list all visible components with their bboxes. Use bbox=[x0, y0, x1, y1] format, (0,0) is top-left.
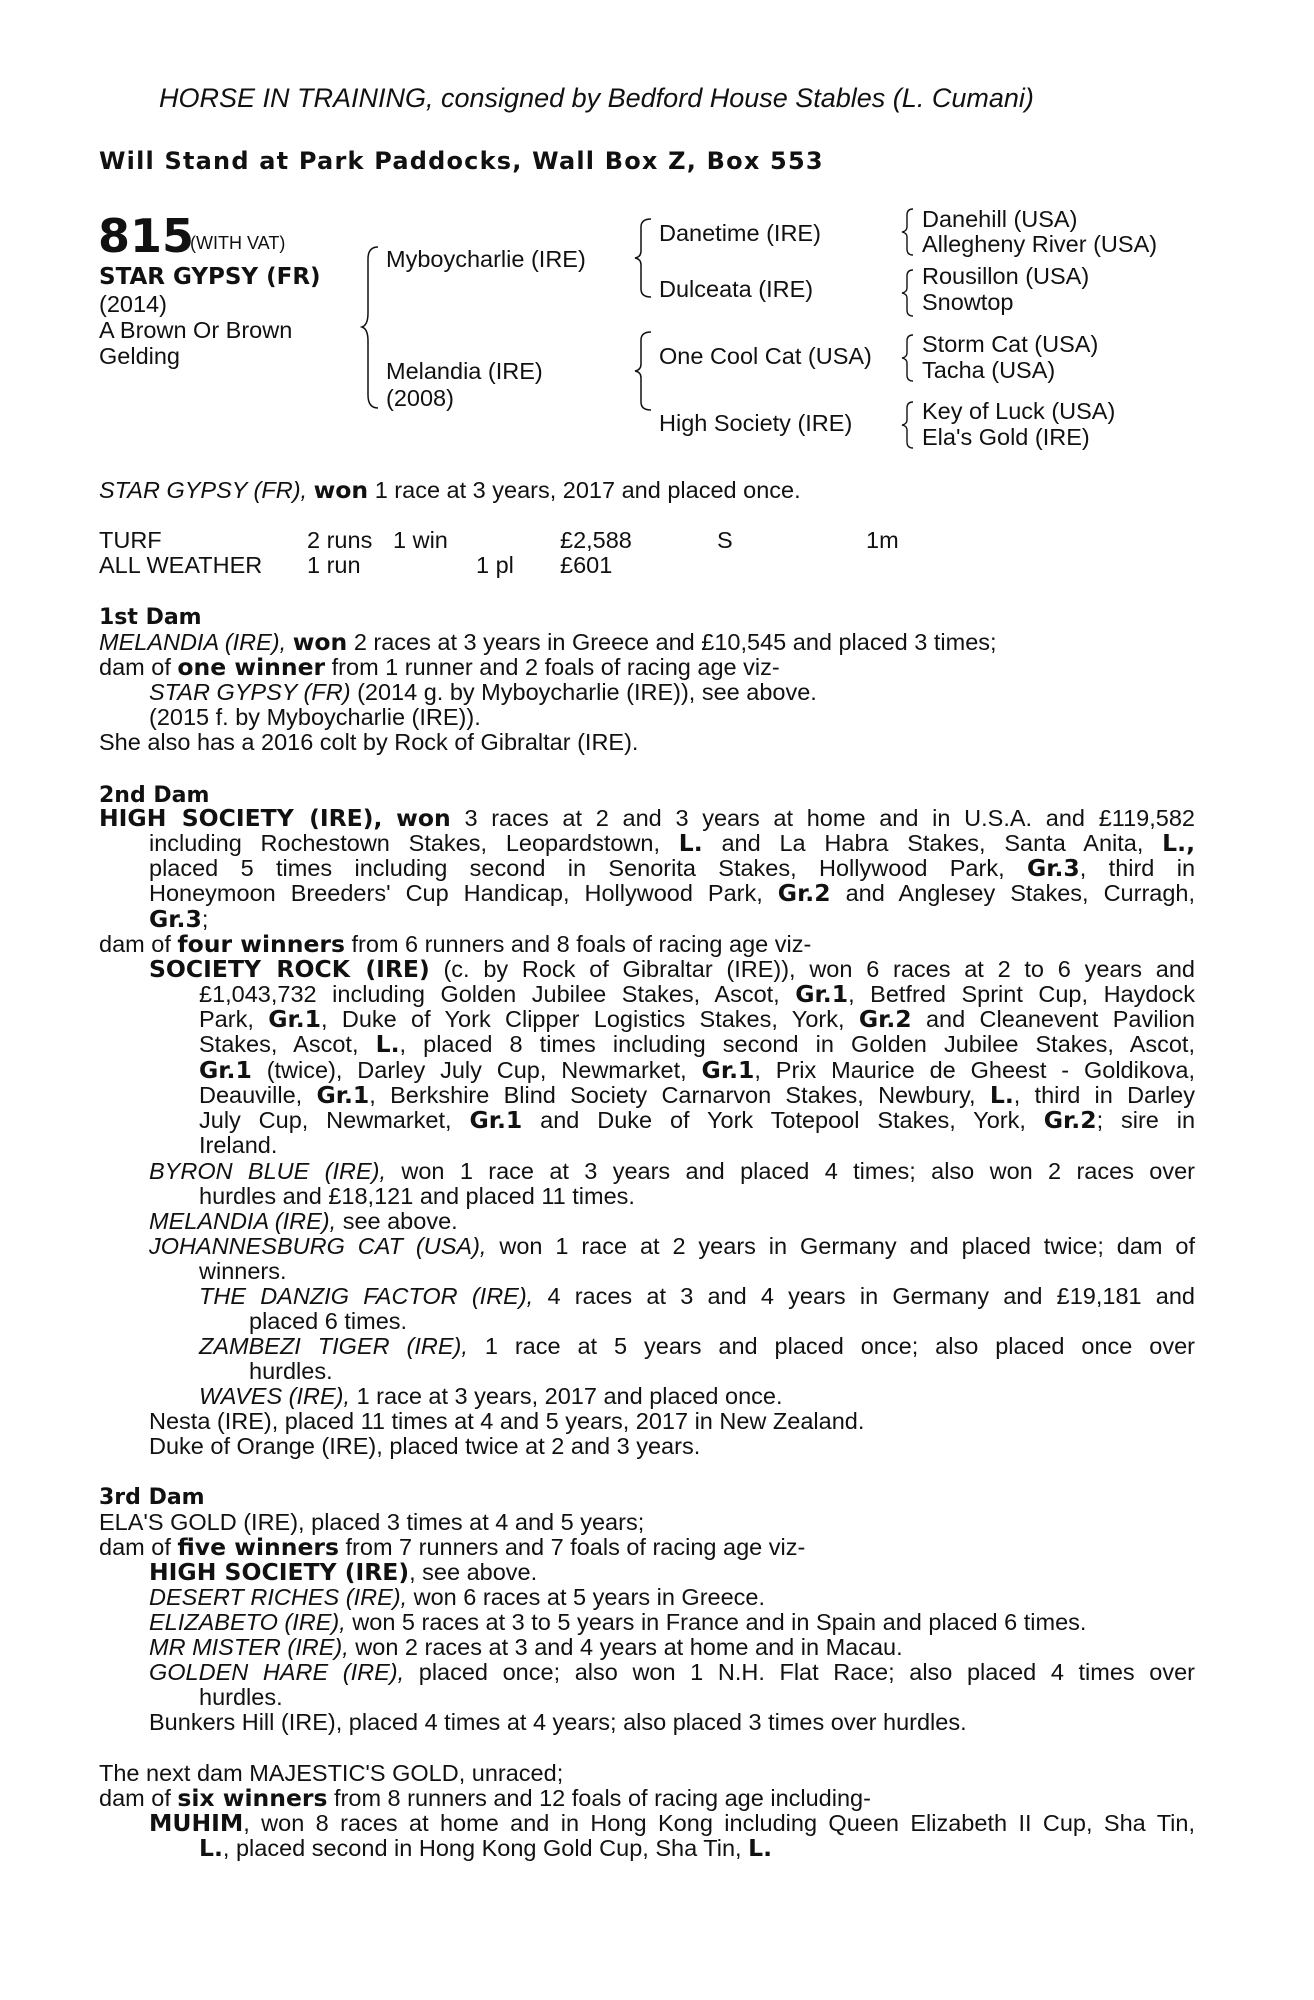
dam2-johannesburg-cat-cont: winners. bbox=[199, 1258, 287, 1284]
record-turf-surface: TURF bbox=[99, 527, 162, 553]
pedigree-sd-dam: Snowtop bbox=[922, 289, 1014, 315]
dam3-desert-riches: DESERT RICHES (IRE), won 6 races at 5 years in Greece. bbox=[149, 1584, 766, 1610]
pedigree-ss-sire: Danehill (USA) bbox=[922, 206, 1078, 232]
record-turf-runs: 2 runs bbox=[307, 527, 373, 553]
dam2-society-rock: SOCIETY ROCK (IRE) (c. by Rock of Gibraltar (IRE)), won 6 races at 2 to 6 years and bbox=[149, 955, 1195, 983]
dam3-high-society: HIGH SOCIETY (IRE), see above. bbox=[149, 1558, 538, 1586]
record-turf-wins: 1 win bbox=[393, 527, 448, 553]
dam3-heading: 3rd Dam bbox=[99, 1485, 205, 1510]
dam2-johannesburg-cat: JOHANNESBURG CAT (USA), won 1 race at 2 years in Germany and placed twice; dam of bbox=[149, 1233, 1195, 1259]
dam2-melandia: MELANDIA (IRE), see above. bbox=[149, 1208, 458, 1234]
pedigree-sd-sire: Rousillon (USA) bbox=[922, 263, 1090, 289]
record-turf-distance: 1m bbox=[866, 527, 899, 553]
dam2-zambezi-tiger-cont: hurdles. bbox=[249, 1358, 333, 1384]
horse-name: STAR GYPSY (FR) bbox=[99, 264, 321, 290]
dam2-produce-line: dam of four winners from 6 runners and 8 foals of racing age viz- bbox=[99, 930, 812, 958]
page-subtitle: Will Stand at Park Paddocks, Wall Box Z, Box 553 bbox=[99, 147, 824, 175]
record-aw-earnings: £601 bbox=[560, 552, 613, 578]
pedigree-sire-dam: Dulceata (IRE) bbox=[659, 276, 814, 302]
dam3-golden-hare: GOLDEN HARE (IRE), placed once; also won 1 N.H. Flat Race; also placed 4 times over bbox=[149, 1659, 1196, 1685]
next-dam-muhim-cont: L., placed second in Hong Kong Gold Cup, Sha Tin, L. bbox=[199, 1834, 772, 1862]
horse-description: A Brown Or Brown bbox=[99, 317, 293, 343]
dam2-zambezi-tiger: ZAMBEZI TIGER (IRE), 1 race at 5 years and placed once; also placed once over bbox=[199, 1333, 1195, 1359]
pedigree-brace-main bbox=[360, 245, 382, 410]
dam3-line: ELA'S GOLD (IRE), placed 3 times at 4 and 5 years; bbox=[99, 1509, 645, 1535]
dam3-bunkers-hill: Bunkers Hill (IRE), placed 4 times at 4 years; also placed 3 times over hurdles. bbox=[149, 1709, 967, 1735]
dam1-line: MELANDIA (IRE), won 2 races at 3 years in Greece and £10,545 and placed 3 times; bbox=[99, 628, 997, 656]
pedigree-dam-sire: One Cool Cat (USA) bbox=[659, 343, 872, 369]
dam2-danzig-factor-cont: placed 6 times. bbox=[249, 1308, 408, 1334]
pedigree-brace-ds bbox=[900, 333, 916, 383]
dam1-heading: 1st Dam bbox=[99, 605, 202, 630]
horse-description-2: Gelding bbox=[99, 343, 180, 369]
dam2-danzig-factor: THE DANZIG FACTOR (IRE), 4 races at 3 and 4 years in Germany and £19,181 and bbox=[199, 1283, 1196, 1309]
record-aw-places: 1 pl bbox=[476, 552, 514, 578]
dam3-produce-line: dam of five winners from 7 runners and 7 foals of racing age viz- bbox=[99, 1533, 806, 1561]
record-turf-going: S bbox=[717, 527, 733, 553]
pedigree-brace-dam bbox=[633, 330, 655, 412]
pedigree-brace-sire bbox=[633, 217, 655, 299]
next-dam-muhim: MUHIM, won 8 races at home and in Hong Kong including Queen Elizabeth II Cup, Sha Tin, bbox=[149, 1809, 1195, 1837]
dam1-note: She also has a 2016 colt by Rock of Gibraltar (IRE). bbox=[99, 729, 639, 755]
dam2-duke-of-orange: Duke of Orange (IRE), placed twice at 2 and 3 years. bbox=[149, 1433, 701, 1459]
next-dam-line: The next dam MAJESTIC'S GOLD, unraced; bbox=[99, 1760, 564, 1786]
record-turf-earnings: £2,588 bbox=[560, 527, 632, 553]
lot-number: 815 bbox=[98, 209, 195, 263]
record-aw-runs: 1 run bbox=[307, 552, 361, 578]
vat-label: (WITH VAT) bbox=[190, 233, 286, 253]
pedigree-dd-sire: Key of Luck (USA) bbox=[922, 398, 1116, 424]
pedigree-brace-dd bbox=[900, 400, 916, 450]
dam2-byron-blue-cont: hurdles and £18,121 and placed 11 times. bbox=[199, 1183, 635, 1209]
page-title: HORSE IN TRAINING, consigned by Bedford House Stables (L. Cumani) bbox=[159, 83, 1034, 113]
dam2-high-society-paragraph: HIGH SOCIETY (IRE), won 3 races at 2 and 3 years at home and in U.S.A. and £119,582 bbox=[99, 804, 1195, 832]
pedigree-dam-year: (2008) bbox=[386, 385, 454, 411]
pedigree-dam: Melandia (IRE) bbox=[386, 358, 543, 384]
race-summary: STAR GYPSY (FR), won 1 race at 3 years, 2017 and placed once. bbox=[99, 476, 801, 504]
record-aw-surface: ALL WEATHER bbox=[99, 552, 263, 578]
pedigree-dam-dam: High Society (IRE) bbox=[659, 410, 853, 436]
dam3-mr-mister: MR MISTER (IRE), won 2 races at 3 and 4 years at home and in Macau. bbox=[149, 1634, 903, 1660]
pedigree-brace-ss bbox=[900, 207, 916, 257]
dam2-heading: 2nd Dam bbox=[99, 783, 210, 808]
dam1-produce-line: dam of one winner from 1 runner and 2 foals of racing age viz- bbox=[99, 653, 780, 681]
pedigree-ds-dam: Tacha (USA) bbox=[922, 357, 1056, 383]
pedigree-sire: Myboycharlie (IRE) bbox=[386, 246, 586, 272]
dam2-society-rock-cont: £1,043,732 including Golden Jubilee Stakes, Ascot, Gr.1, Betfred Sprint Cup, Haydock Park, Gr.1, Duke of York Clipper Logistics Stakes, York, Gr.2 and Cleanevent Pavilion Stakes, Ascot, L., placed 8 times including second in Golden Jubilee Stakes, Ascot, Gr.1 (twice), Darley July Cup, Newmarket, Gr.1, Prix Maurice de Gheest - Goldikova, Deauville, Gr.1, Berkshire Blind Society Carnarvon Stakes, Newbury, L., third in Darley July Cup, Newmarket, Gr.1 and Duke of York Totepool Stakes, York, Gr.2; sire in Ireland. bbox=[199, 980, 1196, 1159]
dam2-nesta: Nesta (IRE), placed 11 times at 4 and 5 years, 2017 in New Zealand. bbox=[149, 1408, 865, 1434]
dam2-byron-blue: BYRON BLUE (IRE), won 1 race at 3 years and placed 4 times; also won 2 races over bbox=[149, 1158, 1196, 1184]
horse-year: (2014) bbox=[99, 291, 167, 317]
dam2-waves: WAVES (IRE), 1 race at 3 years, 2017 and placed once. bbox=[199, 1383, 783, 1409]
dam3-golden-hare-cont: hurdles. bbox=[199, 1684, 283, 1710]
next-dam-produce-line: dam of six winners from 8 runners and 12 foals of racing age including- bbox=[99, 1784, 871, 1812]
dam1-foal-1: STAR GYPSY (FR) (2014 g. by Myboycharlie (IRE)), see above. bbox=[149, 679, 817, 705]
dam3-elizabeto: ELIZABETO (IRE), won 5 races at 3 to 5 years in France and in Spain and placed 6 times. bbox=[149, 1609, 1087, 1635]
pedigree-dd-dam: Ela's Gold (IRE) bbox=[922, 424, 1090, 450]
pedigree-brace-sd bbox=[900, 268, 916, 318]
dam1-foal-2: (2015 f. by Myboycharlie (IRE)). bbox=[149, 704, 481, 730]
pedigree-ss-dam: Allegheny River (USA) bbox=[922, 231, 1158, 257]
dam2-high-society-cont: including Rochestown Stakes, Leopardstown, L. and La Habra Stakes, Santa Anita, L., placed 5 times including second in Senorita Stakes, Hollywood Park, Gr.3, third in Honeymoon Breeders' Cup Handicap, Hollywood Park, Gr.2 and Anglesey Stakes, Curragh, Gr.3; bbox=[149, 829, 1196, 933]
pedigree-sire-sire: Danetime (IRE) bbox=[659, 220, 821, 246]
pedigree-ds-sire: Storm Cat (USA) bbox=[922, 331, 1099, 357]
